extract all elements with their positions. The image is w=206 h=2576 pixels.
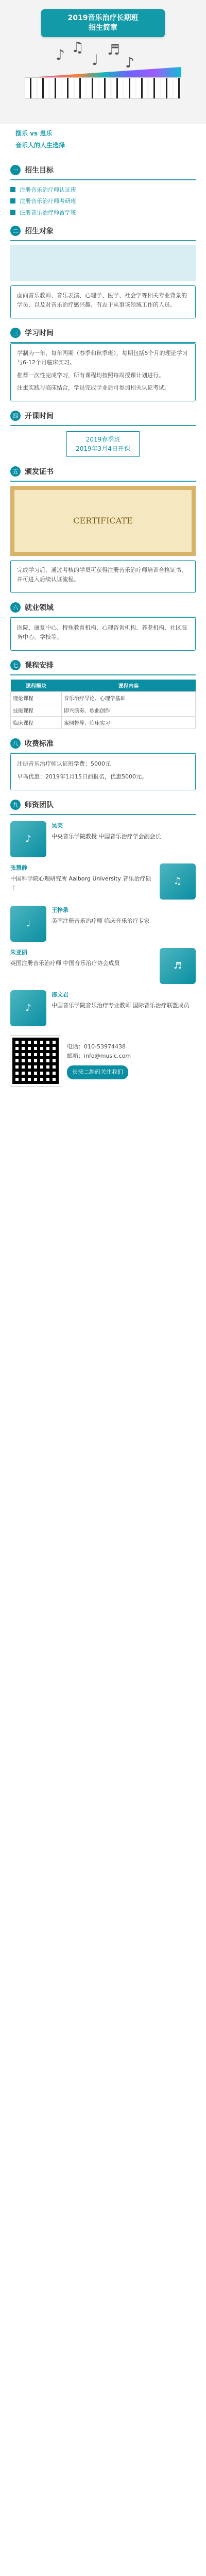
subtitle-line1: 摆乐 vs 患乐 (15, 130, 53, 137)
section-title: 颁发证书 (25, 467, 54, 476)
fees-card (10, 754, 196, 790)
table-cell: 音乐治疗导论、心理学基础 (61, 692, 195, 704)
table-row (11, 692, 196, 704)
teacher-desc: 美国注册音乐治疗师 临床音乐治疗专家 (52, 918, 150, 925)
hero-section (0, 0, 206, 124)
section-title: 招生目标 (25, 166, 54, 175)
toc-item[interactable] (10, 185, 196, 194)
section-number-badge: 二 (10, 226, 21, 236)
piano-keys-icon (25, 77, 181, 99)
hero-banner (41, 9, 165, 37)
section-6 (10, 602, 196, 651)
qr-code-icon[interactable] (10, 1036, 61, 1086)
open-time-line1: 2019春季班 (85, 435, 121, 443)
contact-email: 邮箱：info@music.com (67, 1053, 131, 1060)
target-text: 面向音乐教师、音乐表演、心理学、医学、社会学等相关专业背景的学员，以及对音乐治疗感兴趣、有志于从事该领域工作的人员。 (17, 292, 187, 309)
section-divider (10, 481, 196, 482)
avatar: ♩ (10, 906, 46, 942)
teacher-card (10, 948, 196, 984)
table-cell: 临床课程 (11, 717, 62, 729)
section-2-header (10, 226, 196, 236)
certificate-title: CERTIFICATE (73, 516, 133, 526)
section-number-badge: 三 (10, 328, 21, 338)
section-number-badge: 五 (10, 466, 21, 477)
table-row (11, 704, 196, 717)
section-8 (10, 738, 196, 790)
contact-section (10, 1036, 196, 1086)
subtitle (0, 124, 206, 156)
page (0, 0, 206, 1101)
section-number-badge: 四 (10, 411, 21, 421)
section-8-header (10, 738, 196, 749)
square-bullet-icon (10, 187, 15, 192)
section-title: 学习时间 (25, 329, 54, 338)
certificate-desc: 完成学习后，通过考核的学员可获得注册音乐治疗师培训合格证书，并可进入后续认证流程。 (17, 566, 187, 583)
teacher-name: 吴芙 (52, 822, 63, 829)
teacher-info (52, 906, 196, 926)
table-header-row (11, 680, 196, 692)
hero-title-line1: 2019音乐治疗长期班 (67, 14, 139, 22)
section-number-badge: 七 (10, 660, 21, 670)
teacher-info (10, 948, 154, 968)
teacher-card (10, 906, 196, 942)
section-6-header (10, 602, 196, 613)
contact-phone: 电话：010-53974438 (67, 1043, 126, 1050)
study-text-3: 注重实践与临床结合，学员完成学业后可参加相关认证考试。 (17, 384, 170, 391)
teacher-card (10, 990, 196, 1026)
music-notes-icon: ♪ ♫ ♩ ♬ ♪ (56, 39, 134, 71)
subtitle-line2: 音乐人的人生选择 (15, 142, 65, 149)
teacher-card (10, 863, 196, 900)
target-card (10, 285, 196, 318)
section-title: 招生对象 (25, 227, 54, 235)
avatar: ♪ (10, 990, 46, 1026)
teacher-desc: 英国注册音乐治疗师 中国音乐治疗协会成员 (10, 960, 120, 967)
toc-item[interactable] (10, 208, 196, 216)
certificate-image (10, 486, 196, 556)
section-title: 开课时间 (25, 412, 54, 420)
section-2 (10, 226, 196, 318)
section-1 (10, 165, 196, 216)
teacher-info (52, 821, 196, 841)
section-3 (10, 328, 196, 401)
section-divider (10, 617, 196, 618)
section-number-badge: 九 (10, 800, 21, 810)
contact-info (67, 1042, 131, 1079)
open-time-line2: 2019年3月4日开课 (76, 445, 130, 452)
table-header: 课程内容 (61, 680, 195, 692)
toc-item-label: 注册音乐治疗师考研班 (20, 198, 76, 205)
teacher-desc: 中国科学院心理研究所 Aalborg University 音乐治疗硕士 (10, 875, 151, 891)
toc-item-label: 注册音乐治疗师认证班 (20, 187, 76, 193)
section-title: 课程安排 (25, 662, 54, 670)
teacher-name: 邵文君 (52, 991, 68, 998)
teacher-card (10, 821, 196, 857)
avatar: ♫ (160, 863, 196, 900)
fees-line2: 早鸟优惠：2019年1月15日前报名，优惠5000元。 (17, 773, 147, 780)
table-row (11, 717, 196, 729)
section-9 (10, 800, 196, 1026)
teacher-info (10, 863, 154, 893)
toc-list (10, 185, 196, 216)
hero-illustration (14, 41, 192, 108)
table-cell: 理论课程 (11, 692, 62, 704)
toc-item-label: 注册音乐治疗师留学班 (20, 209, 76, 216)
section-title: 收费标准 (25, 740, 54, 749)
section-number-badge: 八 (10, 738, 21, 749)
study-text-1: 学制为一年，每年两期（春季和秋季班），每期包括5个月的理论学习与6-12个月临床实习。 (17, 350, 188, 366)
avatar: ♪ (10, 821, 46, 857)
section-divider (10, 342, 196, 343)
hero-title-line2: 招生简章 (89, 23, 117, 32)
section-4 (10, 411, 196, 457)
course-table (10, 680, 196, 729)
open-time-banner (66, 431, 140, 457)
section-1-header (10, 165, 196, 175)
avatar: ♬ (160, 948, 196, 984)
decorative-illustration (10, 245, 196, 281)
teacher-name: 张慧静 (10, 864, 27, 871)
square-bullet-icon (10, 198, 15, 204)
employment-text: 医院、康复中心、特殊教育机构、心理咨询机构、养老机构、社区服务中心、学校等。 (17, 624, 187, 641)
employment-card (10, 618, 196, 651)
table-cell: 即兴演奏、歌曲创作 (61, 704, 195, 717)
toc-item[interactable] (10, 197, 196, 205)
section-divider (10, 240, 196, 241)
section-divider (10, 753, 196, 754)
section-3-header (10, 328, 196, 338)
section-title: 就业领域 (25, 604, 54, 613)
section-divider (10, 814, 196, 815)
contact-badge[interactable]: 长按二维码关注我们 (67, 1065, 128, 1079)
fees-line1: 注册音乐治疗师认证班学费：5000元 (17, 760, 111, 768)
section-number-badge: 六 (10, 602, 21, 613)
study-card (10, 343, 196, 401)
section-divider (10, 674, 196, 675)
section-divider (10, 425, 196, 426)
teacher-name: 朱亚丽 (10, 948, 27, 956)
section-9-header (10, 800, 196, 810)
section-5-header (10, 466, 196, 477)
table-cell: 案例督导、临床实习 (61, 717, 195, 729)
teacher-desc: 中国音乐学院音乐治疗专业教师 国际音乐治疗联盟成员 (52, 1002, 190, 1009)
certificate-card (10, 560, 196, 593)
section-divider (10, 179, 196, 180)
section-5 (10, 466, 196, 593)
section-number-badge: 一 (10, 165, 21, 175)
section-title: 师资团队 (25, 801, 54, 809)
table-cell: 技能课程 (11, 704, 62, 717)
section-4-header (10, 411, 196, 421)
table-header: 课程模块 (11, 680, 62, 692)
section-7-header (10, 660, 196, 670)
study-text-2: 推荐一次性完成学习，所有课程均按照每周授课计划进行。 (17, 371, 164, 379)
teacher-name: 王梓录 (52, 906, 68, 913)
teacher-desc: 中央音乐学院教授 中国音乐治疗学会副会长 (52, 833, 161, 840)
teacher-info (52, 990, 196, 1010)
section-7 (10, 660, 196, 729)
square-bullet-icon (10, 210, 15, 215)
